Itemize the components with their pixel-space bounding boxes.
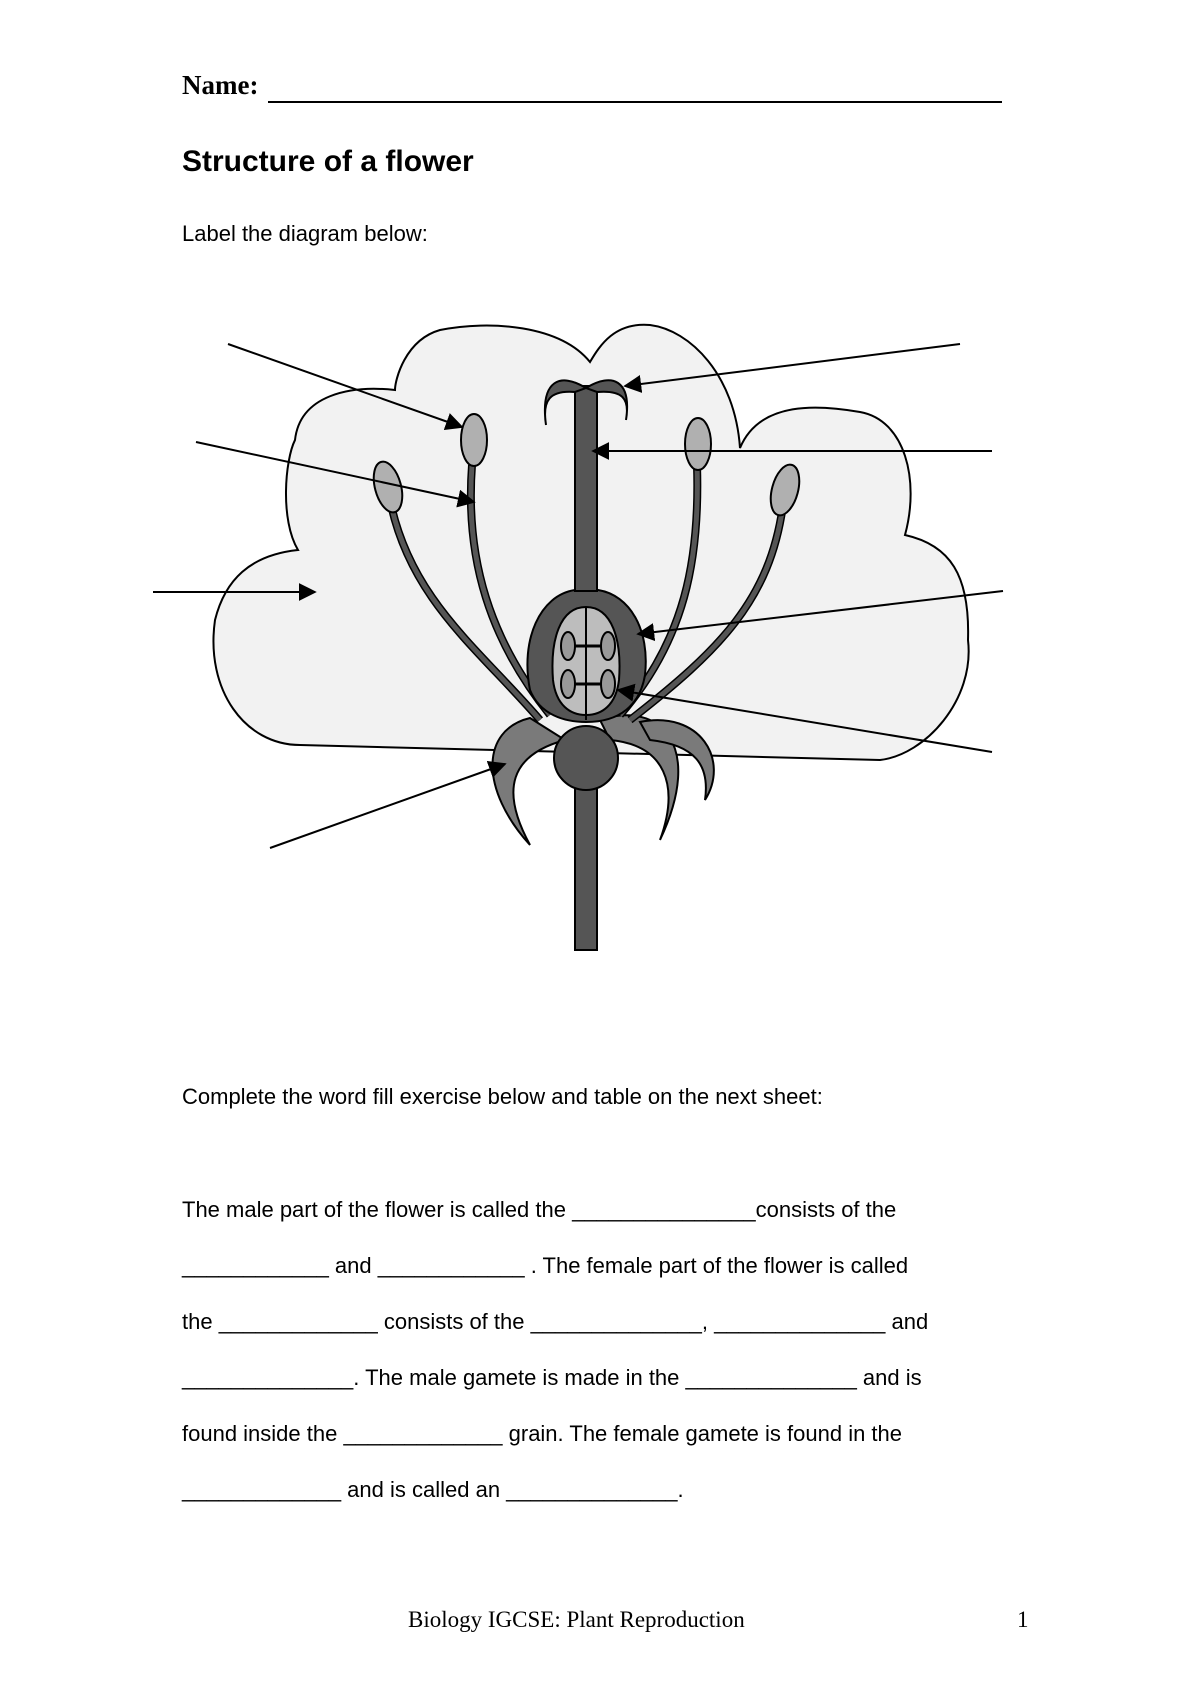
- page-title: Structure of a flower: [182, 145, 474, 178]
- wordfill-line: _____________ and is called an ______________.: [182, 1477, 684, 1502]
- ovule: [561, 632, 575, 660]
- wordfill-line: the _____________ consists of the ______________, ______________ and: [182, 1309, 929, 1334]
- name-label: Name:: [182, 70, 259, 100]
- ovule: [601, 670, 615, 698]
- ovule: [561, 670, 575, 698]
- receptacle: [554, 726, 618, 790]
- ovule: [601, 632, 615, 660]
- wordfill-line: ____________ and ____________ . The female part of the flower is called: [182, 1253, 909, 1278]
- anther: [461, 414, 487, 466]
- wordfill-line: The male part of the flower is called the _______________consists of the: [182, 1197, 897, 1222]
- page-number: 1: [1017, 1607, 1029, 1632]
- footer-course: Biology IGCSE: Plant Reproduction: [408, 1607, 745, 1632]
- style: [575, 386, 597, 591]
- anther: [685, 418, 711, 470]
- label-instruction: Label the diagram below:: [182, 221, 428, 246]
- wordfill-line: ______________. The male gamete is made in the ______________ and is: [182, 1365, 922, 1390]
- label-arrow: [270, 764, 505, 848]
- wordfill-instruction: Complete the word fill exercise below and table on the next sheet:: [182, 1084, 823, 1109]
- sepal: [493, 718, 566, 845]
- wordfill-line: found inside the _____________ grain. The female gamete is found in the: [182, 1421, 903, 1446]
